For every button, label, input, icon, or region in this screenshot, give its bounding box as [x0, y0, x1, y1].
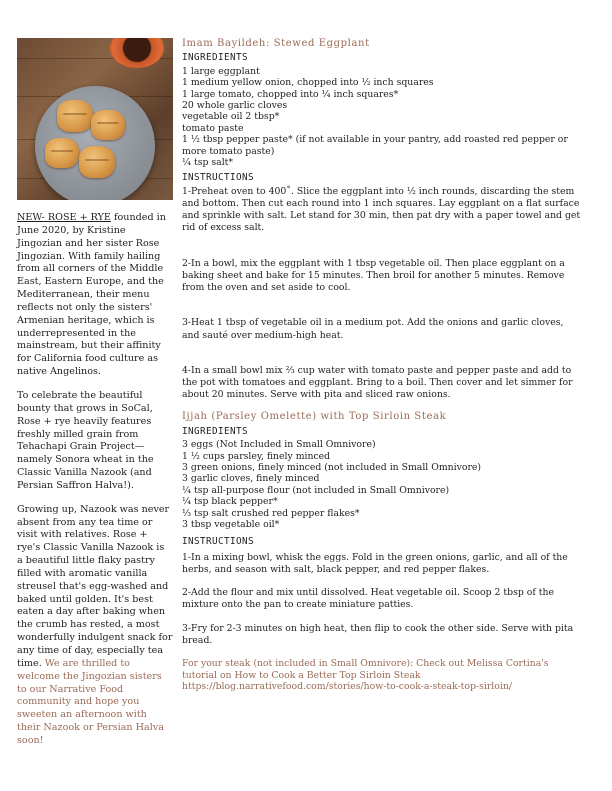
- recipe-2-ingredients-heading: INGREDIENTS: [182, 425, 248, 437]
- ingredient-item: 3 tbsp vegetable oil*: [182, 518, 280, 530]
- recipe-1-instructions-heading: INSTRUCTIONS: [182, 172, 254, 184]
- recipe-1-ingredients-heading: INGREDIENTS: [182, 52, 248, 64]
- recipe-2-steps: [182, 552, 582, 647]
- steak-tutorial-note: [182, 658, 582, 693]
- rose-rye-lead: NEW- ROSE + RYE: [17, 212, 111, 223]
- welcome-note: We are thrilled to welcome the Jingozian sisters to our Narrative Food community and hope you sweeten an afternoon with their Nazook or Persian Halva soon!: [17, 657, 164, 746]
- sidebar-paragraph-3-body: Growing up, Nazook was never absent from any tea time or visit with relatives. Rose + rye's Classic Vanilla Nazook is a beautiful little flaky pastry filled with aromatic vanilla streusel that's egg-washed and baked until golden. It's best eaten a day after baking when the crumb has rested, a most wonderfully indulgent snack for any time of day, especially tea time.: [17, 503, 173, 669]
- recipe-2-instructions-heading: INSTRUCTIONS: [182, 536, 254, 548]
- steak-note-text: For your steak (not included in Small Omnivore): Check out Melissa Cortina's tutorial on How to Cook a Better Top Sirloin Steak: [182, 658, 549, 681]
- ingredient-item: ⅓ tsp salt crushed red pepper flakes*: [182, 507, 360, 519]
- instruction-step: 2-In a bowl, mix the eggplant with 1 tbsp vegetable oil. Then place eggplant on a baking sheet and bake for 15 minutes. Then broil for another 5 minutes. Remove from the oven and set aside to cool.: [182, 257, 565, 294]
- instruction-step: 3-Fry for 2-3 minutes on high heat, then flip to cook the other side. Serve with pita bread.: [182, 622, 574, 646]
- ingredient-item: 20 whole garlic cloves: [182, 100, 288, 112]
- ingredient-item: 1 medium yellow onion, chopped into ½ inch squares: [182, 77, 434, 89]
- recipe-1-title: Imam Bayildeh: Stewed Eggplant: [182, 38, 370, 49]
- ingredient-item: 3 garlic cloves, finely minced: [182, 473, 320, 485]
- ingredient-item: 3 eggs (Not Included in Small Omnivore): [182, 439, 376, 451]
- ingredient-item: 1 large tomato, chopped into ¼ inch squares*: [182, 88, 399, 100]
- sidebar-text: [17, 212, 173, 748]
- instruction-step: 4-In a small bowl mix ⅔ cup water with tomato paste and pepper paste and add to the pot with tomatoes and eggplant. Bring to a boil. Then cover and let simmer for about 20 minutes. Serve with pita and sliced raw onions.: [182, 364, 573, 401]
- recipe-2-title: Ijjah (Parsley Omelette) with Top Sirloin Steak: [182, 411, 447, 423]
- instruction-step: 1-In a mixing bowl, whisk the eggs. Fold in the green onions, garlic, and all of the herbs, and season with salt, black pepper, and red pepper flakes.: [182, 551, 568, 575]
- sidebar-paragraph-1-body: founded in June 2020, by Kristine Jingozian and her sister Rose Jingozian. With family hailing from all corners of the Middle East, Eastern Europe, and the Mediterranean, their menu reflects not only the sisters' Armenian heritage, which is underrepresented in the mainstream, but their affinity for California food culture as native Angelinos.: [17, 212, 166, 378]
- sidebar-paragraph-1: [17, 212, 173, 379]
- ingredient-item: 3 green onions, finely minced (not included in Small Omnivore): [182, 461, 482, 473]
- ingredient-item: 1 ½ cups parsley, finely minced: [182, 450, 331, 462]
- sidebar-paragraph-3: [17, 504, 173, 748]
- instruction-step: 1-Preheat oven to 400˚. Slice the eggplant into ½ inch rounds, discarding the stem and bottom. Then cut each round into 1 inch squares. Lay eggplant on a flat surface and sprinkle with salt. Let stand for 30 min, then pat dry with a paper towel and get rid of excess salt.: [182, 185, 581, 234]
- sidebar-paragraph-2: To celebrate the beautiful bounty that grows in SoCal, Rose + rye heavily features freshly milled grain from Tehachapi Grain Project—namely Sonora wheat in the Classic Vanilla Nazook (and Persian Saffron Halva!).: [17, 389, 154, 491]
- ingredient-item: tomato paste: [182, 122, 244, 134]
- instruction-step: 3-Heat 1 tbsp of vegetable oil in a medium pot. Add the onions and garlic cloves, and sauté over medium-high heat.: [182, 317, 564, 341]
- left-column: [17, 38, 173, 759]
- recipe-2-ingredient-list: [182, 439, 582, 530]
- ingredient-item: ¼ tsp all-purpose flour (not included in Small Omnivore): [182, 484, 450, 496]
- ingredient-item: vegetable oil 2 tbsp*: [182, 111, 280, 123]
- ingredient-item: ¼ tsp salt*: [182, 157, 234, 169]
- ingredient-item: ¼ tsp black pepper*: [182, 496, 278, 508]
- ingredient-item: 1 ½ tbsp pepper paste* (if not available in your pantry, add roasted red pepper or more tomato paste): [182, 134, 568, 157]
- pastries-on-plate-photo: [17, 38, 173, 200]
- tutorial-url-link[interactable]: https://blog.narrativefood.com/stories/how-to-cook-a-steak-top-sirloin/: [182, 681, 512, 693]
- ingredient-item: 1 large eggplant: [182, 65, 260, 77]
- right-column: [182, 38, 582, 693]
- recipe-1-ingredient-list: [182, 66, 582, 169]
- tea-cup-image: [110, 38, 164, 68]
- instruction-step: 2-Add the flour and mix until dissolved. Heat vegetable oil. Scoop 2 tbsp of the mixture onto the pan to create miniature patties.: [182, 587, 554, 611]
- recipe-1-steps: [182, 186, 582, 401]
